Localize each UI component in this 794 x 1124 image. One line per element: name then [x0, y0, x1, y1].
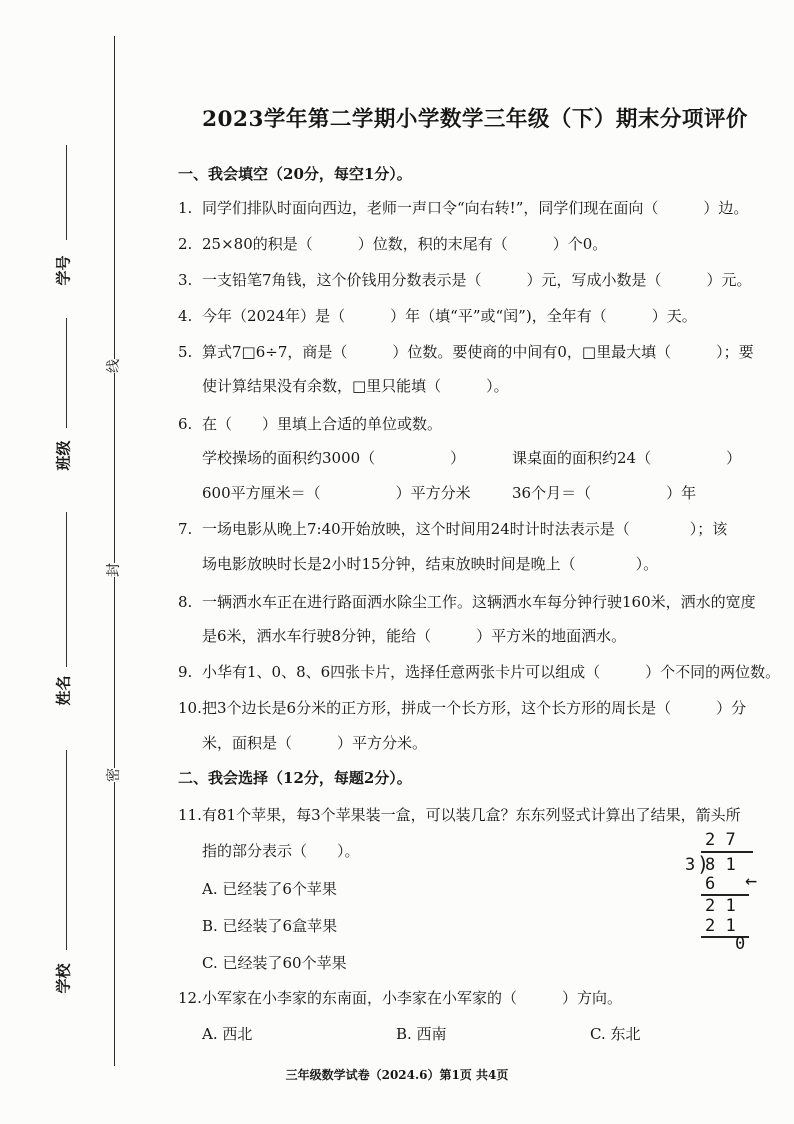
q11-option-b: B. 已经装了6盒苹果: [202, 917, 338, 935]
division-divisor: 3: [685, 855, 696, 875]
q6-text: 在（ ）里填上合适的单位或数。: [202, 415, 443, 433]
division-bracket: ): [697, 852, 710, 876]
q10-text: 把3个边长是6分米的正方形，拼成一个长方形，这个长方形的周长是（ ）分: [202, 699, 747, 717]
question-11: [178, 805, 741, 825]
question-10: [178, 698, 746, 718]
q3-text: 一支铅笔7角钱，这个价钱用分数表示是（ ）元，写成小数是（ ）元。: [202, 271, 752, 289]
q6-number: 6.: [178, 415, 193, 433]
q12-option-c: C. 东北: [590, 1025, 641, 1043]
class-rule: [66, 318, 67, 428]
division-dividend: 8 1: [705, 855, 736, 875]
question-3: [178, 270, 752, 290]
question-5: [178, 342, 754, 362]
division-remainder: 0: [735, 934, 746, 954]
division-step-2: 2 1: [705, 896, 736, 916]
q6-item-a: 学校操场的面积约3000（ ）: [202, 449, 466, 467]
q12-option-a: A. 西北: [202, 1025, 253, 1043]
name-label: 姓名: [54, 675, 73, 706]
school-label: 学校: [54, 963, 73, 994]
page-footer: 三年级数学试卷（2024.6）第1页 共4页: [285, 1068, 509, 1082]
question-6: [178, 414, 442, 434]
q11-text: 有81个苹果，每3个苹果装一盒，可以装几盒？东东列竖式计算出了结果，箭头所: [202, 806, 741, 824]
q6-item-b: 课桌面的面积约24（ ）: [512, 449, 742, 467]
section-1-heading: 一、我会填空（20分，每空1分）。: [178, 165, 412, 183]
q1-number: 1.: [178, 199, 193, 217]
arrow-icon: ←: [745, 868, 758, 892]
section-2-heading: 二、我会选择（12分，每题2分）。: [178, 769, 412, 787]
q9-number: 9.: [178, 663, 193, 681]
q10-text-line2: 米，面积是（ ）平方分米。: [202, 734, 428, 752]
question-8: [178, 592, 756, 612]
seal-line-char: 线: [103, 359, 123, 373]
q7-text: 一场电影从晚上7:40开始放映，这个时间用24时计时法表示是（ ）；该: [202, 520, 728, 538]
division-step-3: 2 1: [705, 916, 736, 936]
q6-item-d: 36个月＝（ ）年: [512, 484, 697, 502]
q12-text: 小军家在小李家的东南面，小李家在小军家的（ ）方向。: [202, 989, 623, 1007]
q11-text-line2: 指的部分表示（ ）。: [202, 842, 360, 860]
binding-line: [114, 36, 115, 1066]
question-12: [178, 988, 622, 1008]
q11-number: 11.: [178, 806, 202, 824]
name-rule: [66, 512, 67, 667]
division-quotient: 2 7: [705, 830, 736, 850]
division-step-1: 6: [705, 874, 716, 894]
q12-option-b: B. 西南: [396, 1025, 447, 1043]
q3-number: 3.: [178, 271, 193, 289]
q8-text-line2: 是6米，洒水车行驶8分钟，能给（ ）平方米的地面洒水。: [202, 627, 627, 645]
question-4: [178, 306, 697, 326]
question-1: [178, 198, 748, 218]
q10-number: 10.: [178, 699, 202, 717]
long-division-figure: [683, 826, 783, 954]
q5-number: 5.: [178, 343, 193, 361]
q11-option-a: A. 已经装了6个苹果: [202, 880, 337, 898]
q4-text: 今年（2024年）是（ ）年（填“平”或“闰”)，全年有（ ）天。: [202, 307, 697, 325]
student-no-label: 学号: [54, 255, 73, 286]
q2-number: 2.: [178, 235, 193, 253]
seal-secret-char: 密: [103, 768, 123, 782]
q9-text: 小华有1、0、8、6四张卡片，选择任意两张卡片可以组成（ ）个不同的两位数。: [202, 663, 781, 681]
q1-text: 同学们排队时面向西边，老师一声口令“向右转!”，同学们现在面向（ ）边。: [202, 199, 749, 217]
q6-item-c: 600平方厘米＝（ ）平方分米: [202, 484, 471, 502]
q7-number: 7.: [178, 520, 193, 538]
question-2: [178, 234, 607, 254]
q2-text: 25×80的积是（ ）位数，积的末尾有（ ）个0。: [202, 235, 608, 253]
page-title: 2023学年第二学期小学数学三年级（下）期末分项评价: [202, 107, 748, 132]
q11-option-c: C. 已经装了60个苹果: [202, 954, 347, 972]
seal-seal-char: 封: [103, 563, 123, 577]
q12-number: 12.: [178, 989, 202, 1007]
school-rule: [66, 750, 67, 950]
q5-text: 算式7□6÷7，商是（ ）位数。要使商的中间有0，□里最大填（ ）；要: [202, 343, 754, 361]
q8-number: 8.: [178, 593, 193, 611]
student-no-rule: [66, 145, 67, 240]
q8-text: 一辆洒水车正在进行路面洒水除尘工作。这辆洒水车每分钟行驶160米，洒水的宽度: [202, 593, 756, 611]
q5-text-line2: 使计算结果没有余数，□里只能填（ ）。: [202, 377, 509, 395]
q7-text-line2: 场电影放映时长是2小时15分钟，结束放映时间是晚上（ ）。: [202, 555, 659, 573]
q4-number: 4.: [178, 307, 193, 325]
question-9: [178, 662, 780, 682]
class-label: 班级: [54, 440, 73, 471]
question-7: [178, 519, 727, 539]
